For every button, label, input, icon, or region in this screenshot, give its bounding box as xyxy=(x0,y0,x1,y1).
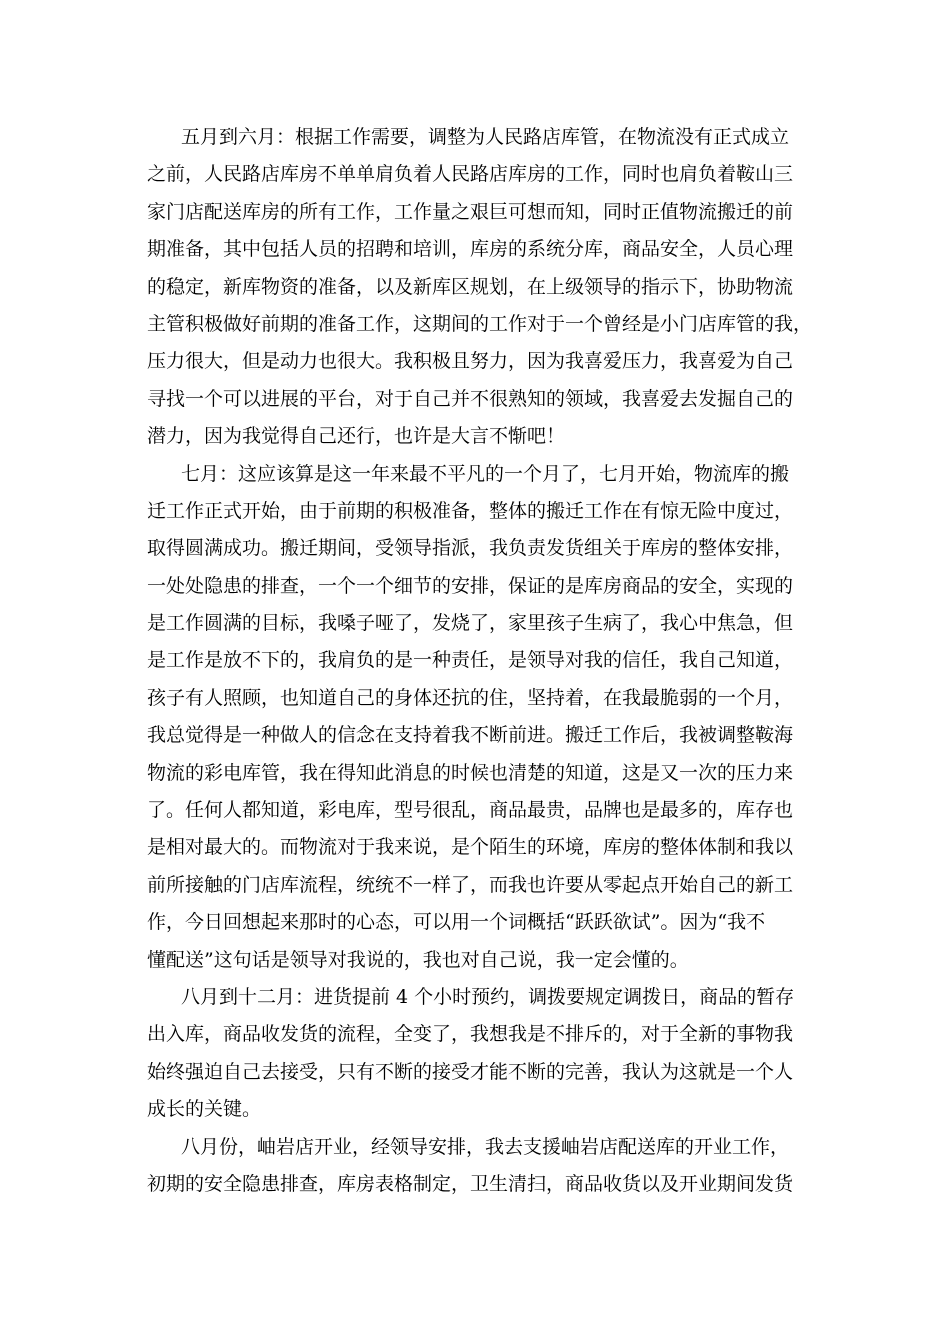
text-line: 前所接触的门店库流程，统统不一样了，而我也许要从零起点开始自己的新工 xyxy=(147,873,794,896)
text-line: 我总觉得是一种做人的信念在支持着我不断前进。搬迁工作后，我被调整鞍海 xyxy=(147,724,794,747)
text-line: 八月份，岫岩店开业，经领导安排，我去支援岫岩店配送库的开业工作， xyxy=(181,1135,790,1158)
document-body xyxy=(147,119,813,1203)
text-line: 八月到十二月：进货提前 4 个小时预约，调拨要规定调拨日，商品的暂存 xyxy=(181,985,795,1008)
paragraph-july xyxy=(147,456,807,979)
text-line: 五月到六月：根据工作需要，调整为人民路店库管，在物流没有正式成立 xyxy=(181,126,790,148)
text-line: 物流的彩电库管，我在得知此消息的时候也清楚的知道，这是又一次的压力来 xyxy=(147,761,794,784)
text-line: 主管积极做好前期的准备工作，这期间的工作对于一个曾经是小门店库管的我， xyxy=(147,312,813,335)
text-line: 取得圆满成功。搬迁期间，受领导指派，我负责发货组关于库房的整体安排， xyxy=(147,537,794,560)
text-line: 迁工作正式开始，由于前期的积极准备，整体的搬迁工作在有惊无险中度过， xyxy=(147,499,794,522)
text-line: 潜力，因为我觉得自己还行，也许是大言不惭吧！ xyxy=(147,425,566,448)
text-line: 之前，人民路店库房不单单肩负着人民路店库房的工作，同时也肩负着鞍山三 xyxy=(147,163,794,186)
text-line: 家门店配送库房的所有工作，工作量之艰巨可想而知，同时正值物流搬迁的前 xyxy=(147,200,794,223)
paragraph-may-june xyxy=(147,119,813,456)
text-line: 压力很大，但是动力也很大。我积极且努力，因为我喜爱压力，我喜爱为自己 xyxy=(147,350,794,373)
text-line: 一处处隐患的排查，一个一个细节的安排，保证的是库房商品的安全，实现的 xyxy=(147,574,794,597)
text-line: 是工作圆满的目标，我嗓子哑了，发烧了，家里孩子生病了，我心中焦急，但 xyxy=(147,612,794,635)
text-line: 是相对最大的。而物流对于我来说，是个陌生的环境，库房的整体体制和我以 xyxy=(147,836,794,859)
text-line: 的稳定，新库物资的准备，以及新库区规划，在上级领导的指示下，协助物流 xyxy=(147,275,794,298)
text-line: 始终强迫自己去接受，只有不断的接受才能不断的完善，我认为这就是一个人 xyxy=(147,1060,794,1083)
text-line: 期准备，其中包括人员的招聘和培训，库房的系统分库，商品安全，人员心理 xyxy=(147,238,794,261)
text-line: 懂配送”这句话是领导对我说的，我也对自己说，我一定会懂的。 xyxy=(147,948,689,971)
text-line: 作，今日回想起来那时的心态，可以用一个词概括“跃跃欲试”。因为“我不 xyxy=(147,911,766,934)
text-line: 了。任何人都知道，彩电库，型号很乱，商品最贵，品牌也是最多的，库存也 xyxy=(147,799,794,822)
text-line: 孩子有人照顾，也知道自己的身体还抗的住，坚持着，在我最脆弱的一个月， xyxy=(147,686,794,709)
text-line: 七月：这应该算是这一年来最不平凡的一个月了，七月开始，物流库的搬 xyxy=(181,462,790,485)
paragraph-aug-dec xyxy=(147,979,807,1129)
paragraph-august-xiuyan xyxy=(147,1129,807,1204)
text-line: 成长的关键。 xyxy=(147,1098,262,1121)
text-line: 寻找一个可以进展的平台，对于自己并不很熟知的领域，我喜爱去发掘自己的 xyxy=(147,387,794,410)
text-line: 是工作是放不下的，我肩负的是一种责任，是领导对我的信任，我自己知道， xyxy=(147,649,794,672)
text-line: 初期的安全隐患排查，库房表格制定，卫生清扫，商品收货以及开业期间发货 xyxy=(147,1172,794,1195)
text-line: 出入库，商品收发货的流程，全变了，我想我是不排斥的，对于全新的事物我 xyxy=(147,1023,794,1046)
